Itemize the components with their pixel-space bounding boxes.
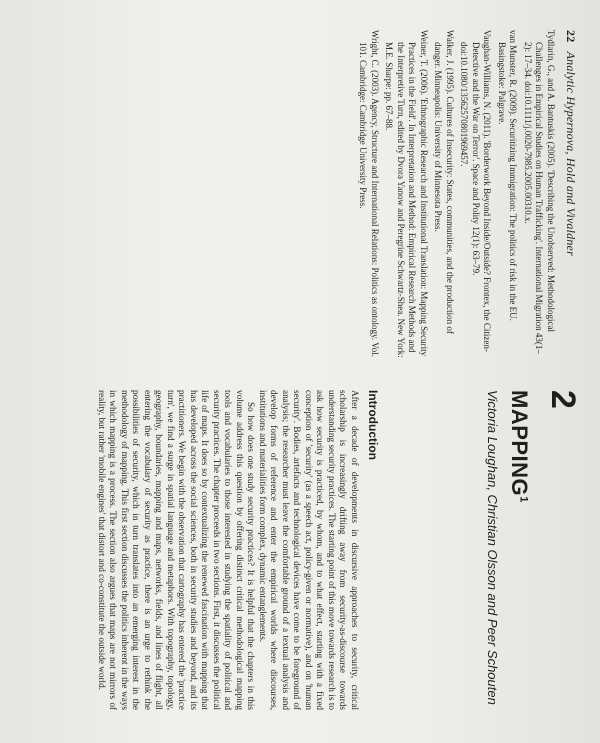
- reference-item: Walker, J. (1995). Cultures of Insecurity: States, communities, and the production of danger. Minneapolis: University of Minnesota Press.: [433, 30, 455, 334]
- reference-item: van Munster, R. (2009). Securitizing Immigration: The politics of risk in the EU. Basingstoke: Palgrave.: [497, 30, 519, 321]
- body-text: [96, 390, 361, 710]
- chapter-authors: Victoria Loughan, Christian Olsson and Peer Schouten: [485, 390, 500, 705]
- reference-item: Wright, C. (2003). Agency, Structure and International Relations: Politics as ontology. Vol. 101. Cambridge: Cambridge University Press.: [358, 30, 380, 357]
- reference-list: [354, 30, 556, 360]
- chapter-title: [506, 390, 532, 503]
- body-paragraph: After a decade of developments in discursive approaches to security, critical scholarship is increasingly drifting away from security-as-discourse towards understanding security practices. The starting point of this move towards research is to ask how security is practiced, by whom, and to what effect, starting with a fixed conception of 'security' (as a speech act, policy-given or normative), and on 'human security'. Bodies, artefacts and technological devices have come to be foreground of analysis; the researcher must leave the comfortable ground of a textual analysis and develop forms of reference and enter the empirical worlds where discourses, institutions and materialities form complex, dynamic entanglements.: [258, 390, 360, 710]
- running-head-title: Analytic Hypernova, Hold and Vivaldner: [564, 51, 578, 256]
- reference-item: Tydlarin, G., and A. Bantuskis (2005). 'Describing the Unobserved: Methodological Challenges in Empirical Studies on Human Trafficking'. International Migration 43(1–2): 17–34. doi:10.1111/j.0020-7985.2005.00310.x.: [523, 30, 556, 354]
- chapter-number: 2: [544, 390, 582, 409]
- chapter-title-footnote-mark: 1: [517, 496, 530, 503]
- reference-item: Vaughan-Williams, N. (2011). 'Borderwork Beyond Inside/Outside? Frontex, the Citizen-Detective and the War on Terror'. Space and Polity 12(1): 63–79. doi:10.1080/13562570801969457.: [459, 30, 493, 352]
- reference-item: Weiner, T. (2006). 'Ethnographic Research and Institutional Translation: Mapping Security Practices in the Field'. In Interpretation and Method: Empirical Research Methods and the Interpretive Turn, edited by Dvora Yanow and Peregrine Schwartz-Shea. New York: M.E. Sharpe: pp. 67–88.: [384, 30, 429, 358]
- section-heading: Introduction: [366, 390, 380, 460]
- chapter-title-text: MAPPING: [507, 390, 532, 497]
- page-number: 22: [564, 30, 578, 43]
- body-paragraph: So how does one study security practices? It is helpful that the chapters in this volume address this question by offering distinct critical methodological mapping tools and vocabularies to those interested in studying the spatiality of political and security practices. The chapter proceeds in two sections. First, it discusses the political life of maps. It does so by contextualizing the renewed fascination with mapping that has developed across the social sciences, both in security studies and beyond, and its practitioners. We begin with the observation that cartography has entered the 'practice turn', we find a surge in spatial language and metaphors. With topography, topology, geography, boundaries, mapping and maps, networks, fields, and lines of flight, all entering the vocabulary of security as practice, there is an urge to rethink the possibilities of security, which in turn translates into an emerging interest in the methodology of mapping. This first section discusses the politics inherent in the ways in which mapping is a process. The section also argues that maps are not mirrors of reality, but rather 'mobile engines' that distort and co-constitute the outside world.: [97, 390, 257, 710]
- running-head: [563, 30, 578, 256]
